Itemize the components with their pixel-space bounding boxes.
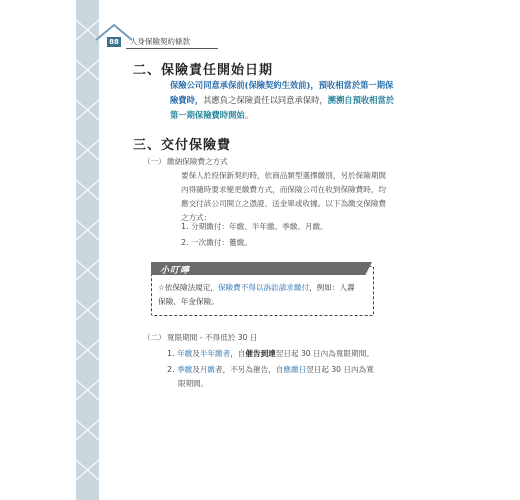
- text: 翌日起 30 日內為寬限期間。: [275, 349, 374, 358]
- term: 月繳: [199, 365, 216, 374]
- tip-prefix: ☆依保險法規定，: [158, 283, 218, 292]
- sub1-heading: 繳納保險費之方式: [167, 157, 228, 166]
- sub1-line: 內得隨時要求變更繳費方式，而保險公司在收到保險費時，均: [181, 185, 387, 194]
- sub1-line: 要保人於投保新契約時，依商品類型選擇繳別，另於保險期間: [181, 171, 387, 180]
- sub2-list-item: [167, 363, 402, 391]
- sub2-label: （二）: [143, 333, 166, 342]
- sub1-line: 之方式：: [181, 213, 212, 222]
- sub2-list-item: [167, 347, 402, 361]
- header-underline: [126, 48, 218, 49]
- tip-line-2: 保險、年金保險。: [158, 297, 219, 306]
- term: 應繳日: [283, 365, 307, 374]
- term: 半年繳者: [199, 349, 231, 358]
- list-number: 2.: [167, 365, 175, 374]
- text: 限期間。: [178, 379, 209, 388]
- sub1-list-item: [181, 236, 252, 250]
- section-3-title: 三、交付保險費: [133, 138, 232, 153]
- tip-suffix: ，例如：人壽: [309, 283, 355, 292]
- sub1-label: （一）: [143, 157, 166, 166]
- text: 及: [192, 365, 200, 374]
- section-2-title: 二、保險責任開始日期: [133, 63, 274, 78]
- text: 者，不另為催告，自: [215, 365, 284, 374]
- section-2-paragraph: [170, 78, 398, 123]
- text: 翌日起 30 日內為寬: [306, 365, 374, 374]
- sub2-heading: 寬限期間 - 不得低於 30 日: [167, 333, 258, 342]
- sub1-line: 應交付該公司開立之憑證、送金單或收據。以下為繳交保險費: [181, 199, 387, 208]
- list-number: 2.: [181, 238, 189, 247]
- tip-label: 小叮嚀: [160, 266, 191, 276]
- running-header-title: 人身保險契約條款: [130, 37, 190, 46]
- sub1-paragraph: [181, 169, 401, 225]
- para-part-4: 。: [244, 110, 253, 120]
- tip-highlight: 保險費不得以訴訟請求繳付: [217, 283, 310, 292]
- sub1-list-item: [181, 220, 328, 234]
- left-decorative-band: [76, 0, 99, 500]
- list-number: 1.: [167, 349, 175, 358]
- list-number: 1.: [181, 222, 189, 231]
- list-text: 分期繳付：年繳、半年繳、季繳、月繳。: [191, 222, 328, 231]
- text: ，自: [230, 349, 246, 358]
- text: 及: [192, 349, 200, 358]
- page-number: 88: [107, 37, 121, 47]
- list-text: 一次繳付：躉繳。: [191, 238, 252, 247]
- tip-text: [158, 281, 368, 309]
- band-pattern: [76, 0, 99, 500]
- para-part-3: 溯溯自預收相當於第一期保險費時開始: [170, 95, 395, 120]
- term: 季繳: [177, 365, 193, 374]
- para-part-1: 保險公司同意承保前(保險契約生效前)，預收相當於第一期保險費時，: [170, 80, 394, 105]
- para-part-2: 其應負之保險責任以同意承保時，: [203, 95, 328, 105]
- term: 催告到達: [245, 349, 276, 358]
- term: 年繳: [177, 349, 193, 358]
